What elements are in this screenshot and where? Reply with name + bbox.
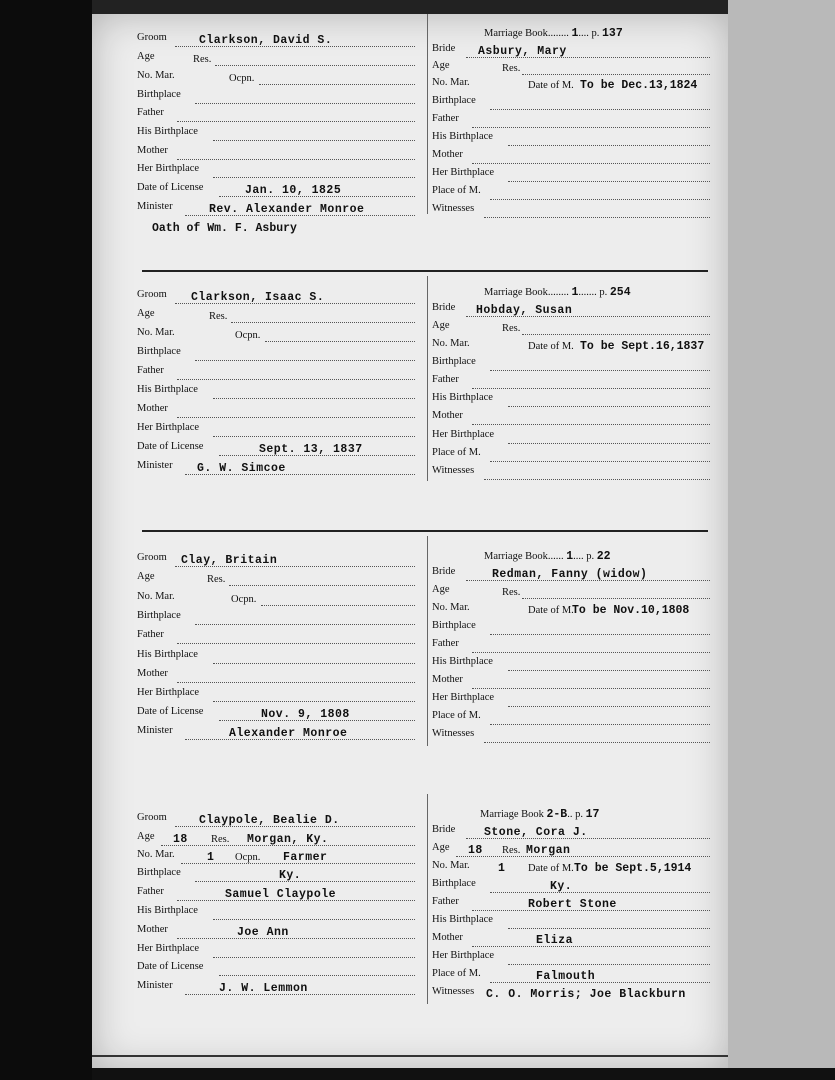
- witnesses-row: Witnesses: [432, 727, 712, 745]
- date-of-license: Sept. 13, 1837: [259, 443, 363, 456]
- his-birthplace-row: His Birthplace: [137, 904, 417, 922]
- her-birthplace-row: Her Birthplace: [137, 162, 417, 180]
- bottom-rule: [92, 1055, 728, 1057]
- birthplace-row: Birthplace: [137, 345, 417, 363]
- bride-residence: Morgan: [526, 844, 571, 857]
- his-birthplace-row: His Birthplace: [432, 913, 712, 931]
- bride-name: Hobday, Susan: [476, 304, 573, 317]
- bride-column: [427, 536, 713, 746]
- his-birthplace-row: His Birthplace: [432, 655, 712, 673]
- left-scan-margin: [0, 0, 92, 1080]
- minister-name: G. W. Simcoe: [197, 462, 286, 475]
- date-of-marriage: To be Nov.10,1808: [572, 604, 690, 617]
- age-row: Age Res.: [432, 319, 712, 337]
- father-row: Father: [137, 628, 417, 646]
- marriage-book-ref: Marriage Book........ 1....... p. 254: [484, 286, 631, 299]
- date-of-marriage: To be Dec.13,1824: [580, 79, 698, 92]
- date-of-license-row: Date of License Jan. 10, 1825: [137, 181, 417, 199]
- mother-row: Mother Joe Ann: [137, 923, 417, 941]
- minister-row: Minister G. W. Simcoe: [137, 459, 417, 477]
- bride-row: Bride Asbury, Mary: [432, 42, 712, 60]
- groom-row: Groom Clarkson, Isaac S.: [137, 288, 417, 306]
- birthplace-row: Birthplace Ky.: [432, 877, 712, 895]
- no-mar-row: No. Mar. Date of M. To be Nov.10,1808: [432, 602, 690, 617]
- her-birthplace-row: Her Birthplace: [432, 166, 712, 184]
- bride-column: [427, 276, 713, 481]
- age-row: Age 18 Res. Morgan, Ky.: [137, 830, 417, 848]
- groom-age: 18: [173, 833, 188, 846]
- her-birthplace-row: Her Birthplace: [432, 691, 712, 709]
- birthplace-row: Birthplace Ky.: [137, 866, 417, 884]
- groom-name: Clarkson, David S.: [199, 34, 333, 47]
- bride-column: [427, 794, 713, 1004]
- witnesses-row: Witnesses C. O. Morris; Joe Blackburn: [432, 986, 686, 1001]
- place-of-marriage: Falmouth: [536, 970, 596, 983]
- bottom-scan-edge: [92, 1068, 835, 1080]
- place-of-m-row: Place of M. Falmouth: [432, 967, 712, 985]
- his-birthplace-row: His Birthplace: [432, 130, 712, 148]
- no-mar-row: No. Mar. Date of M. To be Sept.16,1837: [432, 338, 705, 353]
- no-mar-row: No. Mar. 1 Date of M. To be Sept.5,1914: [432, 860, 692, 875]
- no-mar-row: No. Mar. Date of M. To be Dec.13,1824: [432, 77, 698, 92]
- groom-row: Groom Claypole, Bealie D.: [137, 811, 417, 829]
- groom-mother: Joe Ann: [237, 926, 289, 939]
- marriage-book-ref: Marriage Book........ 1.... p. 137: [484, 27, 623, 40]
- groom-residence: Morgan, Ky.: [247, 833, 329, 846]
- age-row: Age Res.: [137, 570, 417, 588]
- birthplace-row: Birthplace: [137, 609, 417, 627]
- place-of-m-row: Place of M.: [432, 184, 712, 202]
- bride-name: Asbury, Mary: [478, 45, 567, 58]
- groom-no-mar: 1: [207, 851, 215, 864]
- father-row: Father: [432, 112, 712, 130]
- birthplace-row: Birthplace: [432, 94, 712, 112]
- no-mar-row: No. Mar. Ocpn.: [137, 69, 417, 87]
- place-of-m-row: Place of M.: [432, 709, 712, 727]
- bride-name: Redman, Fanny (widow): [492, 568, 648, 581]
- bride-row: Bride Redman, Fanny (widow): [432, 565, 712, 583]
- age-row: Age Res.: [432, 59, 712, 77]
- top-scan-edge: [92, 0, 728, 14]
- bride-column: [427, 14, 713, 214]
- her-birthplace-row: Her Birthplace: [432, 428, 712, 446]
- date-of-license: Nov. 9, 1808: [261, 708, 350, 721]
- groom-occupation: Farmer: [283, 851, 328, 864]
- mother-row: Mother: [137, 402, 417, 420]
- date-of-license-row: Date of License Sept. 13, 1837: [137, 440, 417, 458]
- groom-birthplace: Ky.: [279, 869, 302, 882]
- groom-father: Samuel Claypole: [225, 888, 337, 901]
- groom-name: Claypole, Bealie D.: [199, 814, 340, 827]
- birthplace-row: Birthplace: [432, 355, 712, 373]
- no-mar-row: No. Mar. Ocpn.: [137, 326, 417, 344]
- bride-row: Bride Stone, Cora J.: [432, 823, 712, 841]
- date-of-license: Jan. 10, 1825: [245, 184, 342, 197]
- place-of-m-row: Place of M.: [432, 446, 712, 464]
- age-row: Age Res.: [137, 50, 417, 68]
- witnesses-names: C. O. Morris; Joe Blackburn: [486, 988, 686, 1001]
- bride-mother: Eliza: [536, 934, 574, 947]
- mother-row: Mother: [432, 148, 712, 166]
- her-birthplace-row: Her Birthplace: [137, 942, 417, 960]
- minister-row: Minister J. W. Lemmon: [137, 979, 417, 997]
- mother-row: Mother: [137, 667, 417, 685]
- marriage-record: [92, 536, 728, 792]
- bride-birthplace: Ky.: [550, 880, 573, 893]
- marriage-book-ref: Marriage Book...... 1.... p. 22: [484, 550, 611, 563]
- bride-no-mar: 1: [498, 862, 506, 875]
- marriage-book-ref: Marriage Book 2-B.. p. 17: [480, 808, 600, 821]
- minister-name: Rev. Alexander Monroe: [209, 203, 365, 216]
- bride-father: Robert Stone: [528, 898, 617, 911]
- right-scan-margin: [728, 0, 835, 1080]
- groom-row: Groom Clay, Britain: [137, 551, 417, 569]
- witnesses-row: Witnesses: [432, 202, 712, 220]
- witnesses-row: Witnesses: [432, 464, 712, 482]
- bride-age: 18: [468, 844, 483, 857]
- bride-row: Bride Hobday, Susan: [432, 301, 712, 319]
- minister-row: Minister Rev. Alexander Monroe: [137, 200, 417, 218]
- record-note: Oath of Wm. F. Asbury: [152, 222, 297, 235]
- date-of-marriage: To be Sept.5,1914: [574, 862, 692, 875]
- her-birthplace-row: Her Birthplace: [432, 949, 712, 967]
- record-card-page: [92, 14, 728, 1070]
- minister-name: Alexander Monroe: [229, 727, 348, 740]
- minister-name: J. W. Lemmon: [219, 982, 308, 995]
- birthplace-row: Birthplace: [432, 619, 712, 637]
- marriage-record: [92, 14, 728, 272]
- father-row: Father: [432, 637, 712, 655]
- date-of-license-row: Date of License: [137, 960, 417, 978]
- father-row: Father: [137, 106, 417, 124]
- mother-row: Mother: [432, 673, 712, 691]
- record-divider: [142, 270, 708, 272]
- record-divider: [142, 530, 708, 532]
- date-of-license-row: Date of License Nov. 9, 1808: [137, 705, 417, 723]
- date-of-marriage: To be Sept.16,1837: [580, 340, 705, 353]
- groom-row: Groom Clarkson, David S.: [137, 31, 417, 49]
- no-mar-row: No. Mar. Ocpn.: [137, 590, 417, 608]
- no-mar-row: No. Mar. 1 Ocpn. Farmer: [137, 848, 417, 866]
- marriage-record: [92, 794, 728, 1064]
- mother-row: Mother: [137, 144, 417, 162]
- bride-name: Stone, Cora J.: [484, 826, 588, 839]
- her-birthplace-row: Her Birthplace: [137, 686, 417, 704]
- his-birthplace-row: His Birthplace: [137, 125, 417, 143]
- father-row: Father Robert Stone: [432, 895, 712, 913]
- her-birthplace-row: Her Birthplace: [137, 421, 417, 439]
- mother-row: Mother: [432, 409, 712, 427]
- groom-name: Clarkson, Isaac S.: [191, 291, 325, 304]
- father-row: Father Samuel Claypole: [137, 885, 417, 903]
- age-row: Age 18 Res. Morgan: [432, 841, 712, 859]
- father-row: Father: [137, 364, 417, 382]
- mother-row: Mother Eliza: [432, 931, 712, 949]
- father-row: Father: [432, 373, 712, 391]
- his-birthplace-row: His Birthplace: [137, 383, 417, 401]
- minister-row: Minister Alexander Monroe: [137, 724, 417, 742]
- his-birthplace-row: His Birthplace: [432, 391, 712, 409]
- groom-name: Clay, Britain: [181, 554, 278, 567]
- age-row: Age Res.: [137, 307, 417, 325]
- marriage-record: [92, 276, 728, 532]
- his-birthplace-row: His Birthplace: [137, 648, 417, 666]
- birthplace-row: Birthplace: [137, 88, 417, 106]
- age-row: Age Res.: [432, 583, 712, 601]
